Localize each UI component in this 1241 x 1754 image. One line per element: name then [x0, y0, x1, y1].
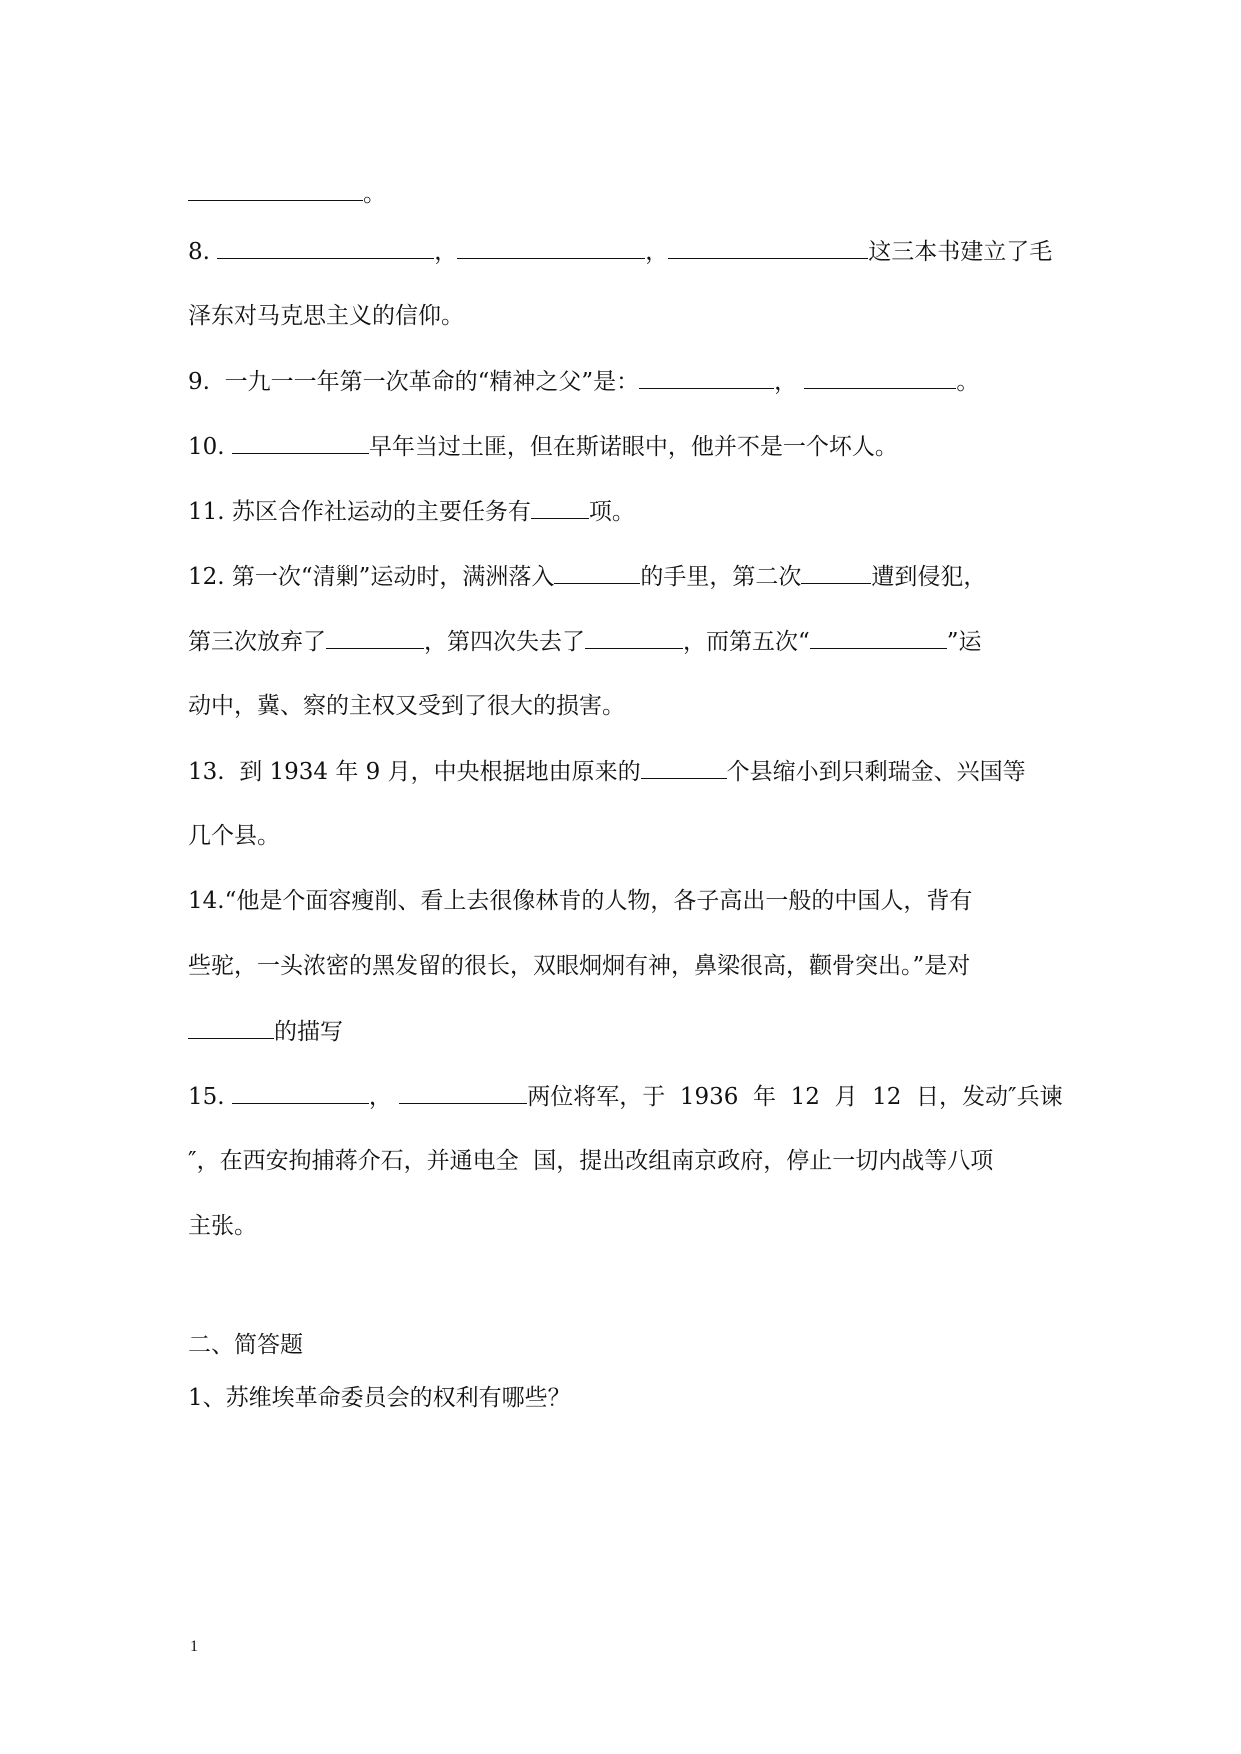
text-line [188, 366, 979, 397]
line-text: 11. 苏区合作社运动的主要任务有 [188, 499, 531, 525]
text-line [188, 561, 986, 592]
text-line [188, 1016, 343, 1047]
line-text: 9. 一九一一年第一次革命的“精神之父”是： [188, 369, 640, 395]
fill-in-blank[interactable] [232, 431, 369, 454]
line-text: 14.“他是个面容瘦削、看上去很像林肯的人物，各子高出一般的中国人，背有 [188, 888, 973, 914]
text-line [188, 236, 1052, 267]
fill-in-blank[interactable] [801, 561, 871, 584]
line-text: 。 [363, 181, 386, 207]
line-text: 两位将军，于 1936 年 12 月 12 日，发动″兵谏 [527, 1084, 1063, 1110]
text-line [188, 496, 635, 527]
line-text: 这三本书建立了毛 [868, 239, 1053, 265]
line-text: 主张。 [188, 1213, 257, 1239]
text-line [188, 1330, 303, 1360]
line-text: 8. [188, 239, 218, 265]
text-line [188, 951, 970, 981]
line-text: ， [774, 369, 805, 395]
line-text: ， [645, 239, 669, 265]
line-text: 些驼，一头浓密的黑发留的很长，双眼炯炯有神，鼻梁很高，颧骨突出。”是对 [188, 953, 971, 979]
fill-in-blank[interactable] [232, 1081, 369, 1104]
text-line [188, 178, 386, 209]
fill-in-blank[interactable] [668, 236, 868, 259]
line-text: 泽东对马克思主义的信仰。 [188, 303, 464, 329]
line-text: 几个县。 [188, 823, 280, 849]
text-line [188, 1211, 257, 1241]
fill-in-blank[interactable] [585, 626, 683, 649]
line-text: ”运 [946, 629, 982, 655]
fill-in-blank[interactable] [326, 626, 424, 649]
text-line [188, 301, 464, 331]
fill-in-blank[interactable] [188, 178, 363, 201]
fill-in-blank[interactable] [639, 366, 774, 389]
text-line [188, 626, 982, 657]
fill-in-blank[interactable] [188, 1016, 274, 1039]
text-line [188, 431, 898, 462]
line-text: ， [368, 1084, 400, 1110]
fill-in-blank[interactable] [531, 496, 589, 519]
line-text: 。 [956, 369, 980, 395]
fill-in-blank[interactable] [804, 366, 956, 389]
text-line [188, 1081, 1063, 1112]
line-text: 第三次放弃了 [188, 629, 326, 655]
fill-in-blank[interactable] [810, 626, 947, 649]
line-text: 15. [188, 1084, 232, 1110]
text-line [188, 756, 1026, 787]
text-line [188, 1383, 571, 1413]
line-text: 的描写 [274, 1019, 343, 1045]
line-text: 遭到侵犯， [871, 564, 987, 590]
text-line [188, 821, 280, 851]
line-text: ，第四次失去了 [424, 629, 585, 655]
line-text: 10. [188, 434, 232, 460]
fill-in-blank[interactable] [457, 236, 645, 259]
fill-in-blank[interactable] [554, 561, 640, 584]
line-text: 12. 第一次“清剿”运动时，满洲落入 [188, 564, 555, 590]
line-text: 的手里，第二次 [640, 564, 802, 590]
line-text: 1、苏维埃革命委员会的权利有哪些？ [188, 1385, 571, 1411]
line-text: ″，在西安拘捕蒋介石，并通电全 国，提出改组南京政府，停止一切内战等八项 [188, 1148, 994, 1174]
text-line [188, 1146, 993, 1176]
fill-in-blank[interactable] [217, 236, 434, 259]
line-text: 13. 到 1934 年 9 月，中央根据地由原来的 [188, 759, 641, 785]
fill-in-blank[interactable] [399, 1081, 527, 1104]
line-text: 早年当过土匪，但在斯诺眼中，他并不是一个坏人。 [368, 434, 898, 460]
line-text: 个县缩小到只剩瑞金、兴国等 [726, 759, 1026, 785]
line-text: ， [434, 239, 458, 265]
line-text: 项。 [588, 499, 635, 525]
line-text: 二、简答题 [188, 1332, 303, 1358]
page-number: 1 [190, 1638, 198, 1655]
text-line [188, 886, 972, 916]
text-line [188, 691, 625, 721]
line-text: 动中，冀、察的主权又受到了很大的损害。 [188, 693, 625, 719]
line-text: ，而第五次“ [683, 629, 810, 655]
fill-in-blank[interactable] [641, 756, 727, 779]
